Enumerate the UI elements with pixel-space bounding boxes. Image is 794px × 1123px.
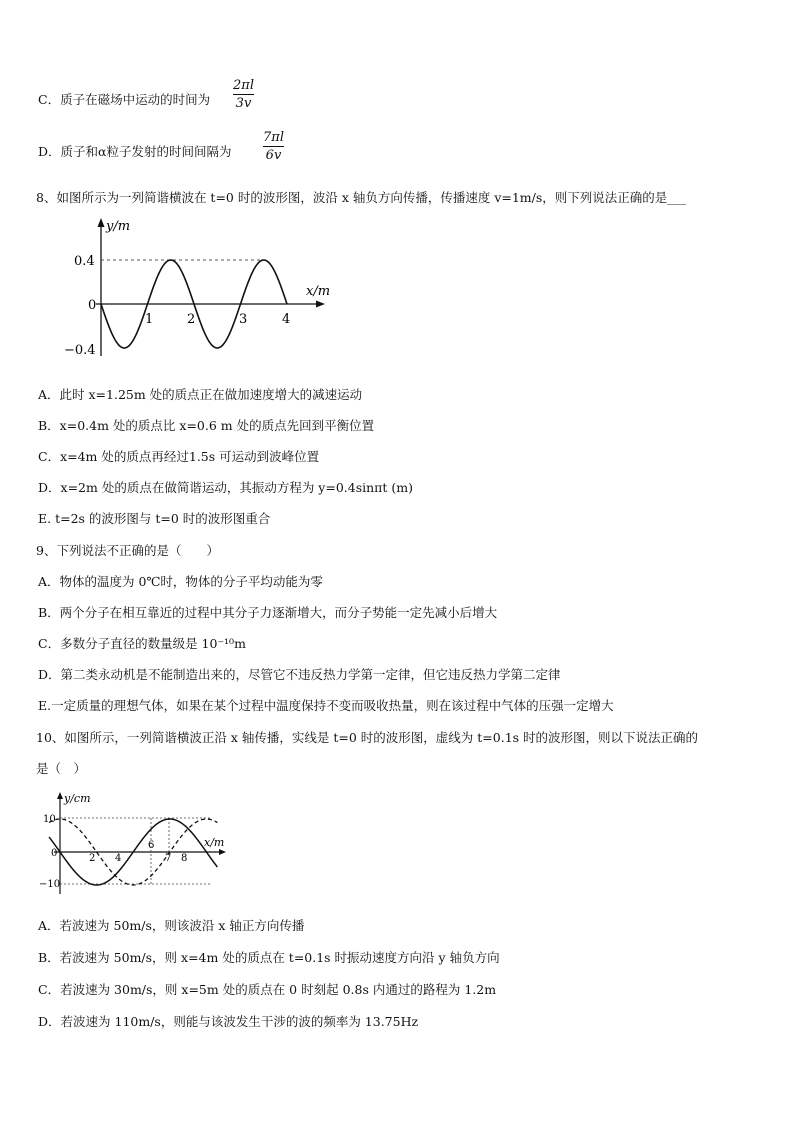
option-9e: E.一定质量的理想气体，如果在某个过程中温度保持不变而吸收热量，则在该过程中气体的压强一定增大 [38,698,614,713]
y-tick-label: −0.4 [64,343,96,358]
x-axis-label: x/m [306,284,331,299]
y-axis-arrow [57,792,63,799]
y-tick-label: 0 [88,298,97,313]
option-10c: C．若波速为 30m/s，则 x=5m 处的质点在 0 时刻起 0.8s 内通过的路程为 1.2m [38,982,497,997]
x-tick-label: 3 [239,312,248,327]
y-axis-label: y/cm [64,792,91,805]
option-7c: C．质子在磁场中运动的时间为 [38,92,211,107]
y-tick-label: 10 [43,814,56,825]
x-tick-label: 7 [165,853,172,864]
fraction-numerator: 2πl [233,78,254,93]
question-10-stem: 10、如图所示，一列简谐横波正沿 x 轴传播，实线是 t=0 时的波形图，虚线为 t=0.1s 时的波形图，则以下说法正确的 [36,730,699,745]
fraction-bar [233,94,254,95]
option-8b: B．x=0.4m 处的质点比 x=0.6 m 处的质点先回到平衡位置 [38,418,375,433]
option-10b: B．若波速为 50m/s，则 x=4m 处的质点在 t=0.1s 时振动速度方向沿 y 轴负方向 [38,950,500,965]
wave-figure-1 [58,213,348,373]
question-10-stem-continued: 是（ ） [36,761,87,776]
x-tick-label: 4 [282,312,291,327]
x-tick-label: 4 [115,853,122,864]
option-9b: B．两个分子在相互靠近的过程中其分子力逐渐增大，而分子势能一定先减小后增大 [38,605,498,620]
y-axis-label: y/m [106,219,131,234]
y-tick-label: 0.4 [74,254,95,269]
wave-figure-2 [38,790,238,898]
x-tick-label: 2 [187,312,196,327]
x-tick-label: 8 [181,853,188,864]
question-8-stem: 8、如图所示为一列简谐横波在 t=0 时的波形图，波沿 x 轴负方向传播，传播速度 v=1m/s，则下列说法正确的是___ [36,190,687,205]
option-9d: D．第二类永动机是不能制造出来的，尽管它不违反热力学第一定律，但它违反热力学第二定律 [38,667,561,682]
question-9-stem: 9、下列说法不正确的是（ ） [36,543,219,558]
fraction-bar [263,146,284,147]
x-axis-arrow [316,301,325,308]
x-axis-label: x/m [204,836,225,849]
option-8e: E. t=2s 的波形图与 t=0 时的波形图重合 [38,511,271,526]
option-9a: A．物体的温度为 0℃时，物体的分子平均动能为零 [38,574,323,589]
x-tick-label: 6 [148,840,155,851]
option-8a: A．此时 x=1.25m 处的质点正在做加速度增大的减速运动 [38,387,363,402]
x-axis-arrow [219,849,226,855]
option-10a: A．若波速为 50m/s，则该波沿 x 轴正方向传播 [38,918,305,933]
option-7d: D．质子和α粒子发射的时间间隔为 [38,144,232,159]
y-axis-arrow [98,218,105,227]
fraction-7d [263,130,284,163]
fraction-7c [233,78,254,111]
option-10d: D．若波速为 110m/s，则能与该波发生干涉的波的频率为 13.75Hz [38,1014,419,1029]
y-tick-label: 0 [51,848,58,859]
option-8d: D．x=2m 处的质点在做简谐运动，其振动方程为 y=0.4sinπt (m) [38,480,413,495]
x-tick-label: 2 [89,853,96,864]
fraction-denominator: 6v [265,148,282,163]
fraction-denominator: 3v [235,96,252,111]
fraction-numerator: 7πl [263,130,284,145]
x-tick-label: 1 [145,312,154,327]
option-9c: C．多数分子直径的数量级是 10⁻¹⁰m [38,636,246,651]
y-tick-label: −10 [39,879,61,890]
option-8c: C．x=4m 处的质点再经过1.5s 可运动到波峰位置 [38,449,320,464]
